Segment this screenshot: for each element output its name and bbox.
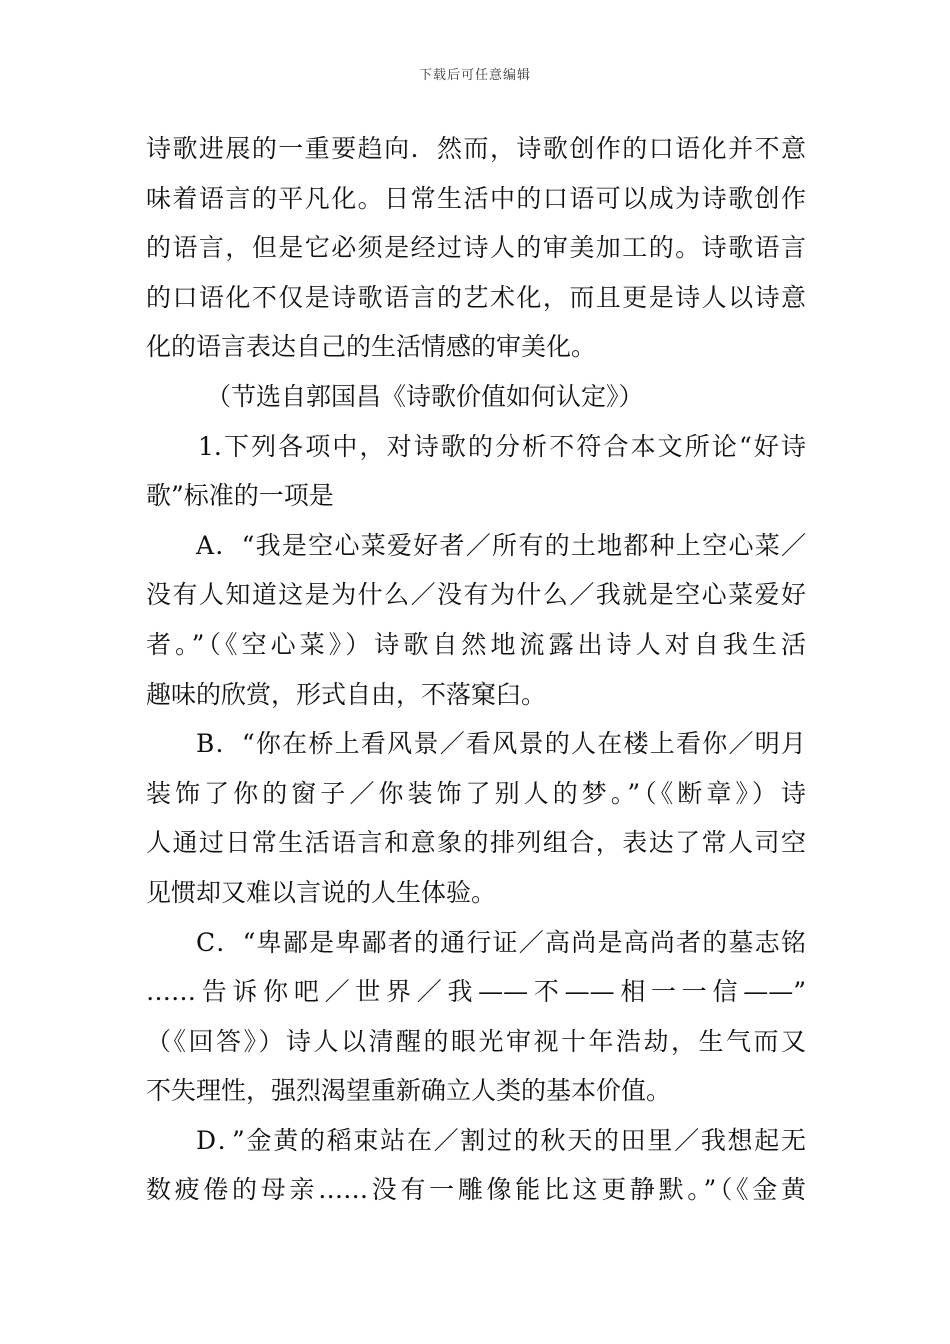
paragraph-line: 诗歌进展的一重要趋向．然而，诗歌创作的口语化并不意: [146, 134, 806, 163]
option-b-line: 装饰了你的窗子／你装饰了别人的梦。”（《断章》）诗: [146, 778, 806, 808]
option-a-line: 者。”（《空心菜》）诗歌自然地流露出诗人对自我生活: [146, 629, 806, 659]
option-c-line: C．“卑鄙是卑鄙者的通行证／高尚是高尚者的墓志铭: [196, 927, 806, 957]
paragraph-line: 味着语言的平凡化。日常生活中的口语可以成为诗歌创作: [146, 183, 806, 213]
document-body: [146, 124, 806, 1215]
option-d-line: D．”金黄的稻束站在／割过的秋天的田里／我想起无: [196, 1125, 806, 1155]
option-a-line: A．“我是空心菜爱好者／所有的土地都种上空心菜／: [196, 530, 806, 560]
paragraph-line: 的语言，但是它必须是经过诗人的审美加工的。诗歌语言: [146, 233, 806, 263]
source-citation: （节选自郭国昌《诗歌价值如何认定》）: [206, 381, 644, 411]
paragraph-line: 化的语言表达自己的生活情感的审美化。: [146, 332, 597, 362]
question-stem-line: 1.下列各项中，对诗歌的分析不符合本文所论“好诗: [198, 431, 806, 461]
option-b-line: 人通过日常生活语言和意象的排列组合，表达了常人司空: [146, 828, 806, 858]
option-b-line: B．“你在桥上看风景／看风景的人在楼上看你／明月: [196, 729, 806, 759]
option-a-line: 没有人知道这是为什么／没有为什么／我就是空心菜爱好: [146, 580, 806, 610]
option-d-line: 数疲倦的母亲……没有一雕像能比这更静默。”（《金黄: [146, 1175, 806, 1205]
option-b-line: 见惯却又难以言说的人生体验。: [146, 877, 497, 907]
option-c-line: 不失理性，强烈渴望重新确立人类的基本价值。: [146, 1076, 672, 1106]
option-c-line: （《回答》）诗人以清醒的眼光审视十年浩劫，生气而又: [146, 1026, 806, 1056]
option-c-line: ……告诉你吧／世界／我——不——相一一信——”: [146, 977, 806, 1007]
question-stem-line: 歌”标准的一项是: [146, 481, 334, 511]
page-header: 下载后可任意编辑: [418, 68, 531, 83]
paragraph-line: 的口语化不仅是诗歌语言的艺术化，而且更是诗人以诗意: [146, 282, 806, 312]
option-a-line: 趣味的欣赏，形式自由，不落窠臼。: [146, 679, 547, 709]
